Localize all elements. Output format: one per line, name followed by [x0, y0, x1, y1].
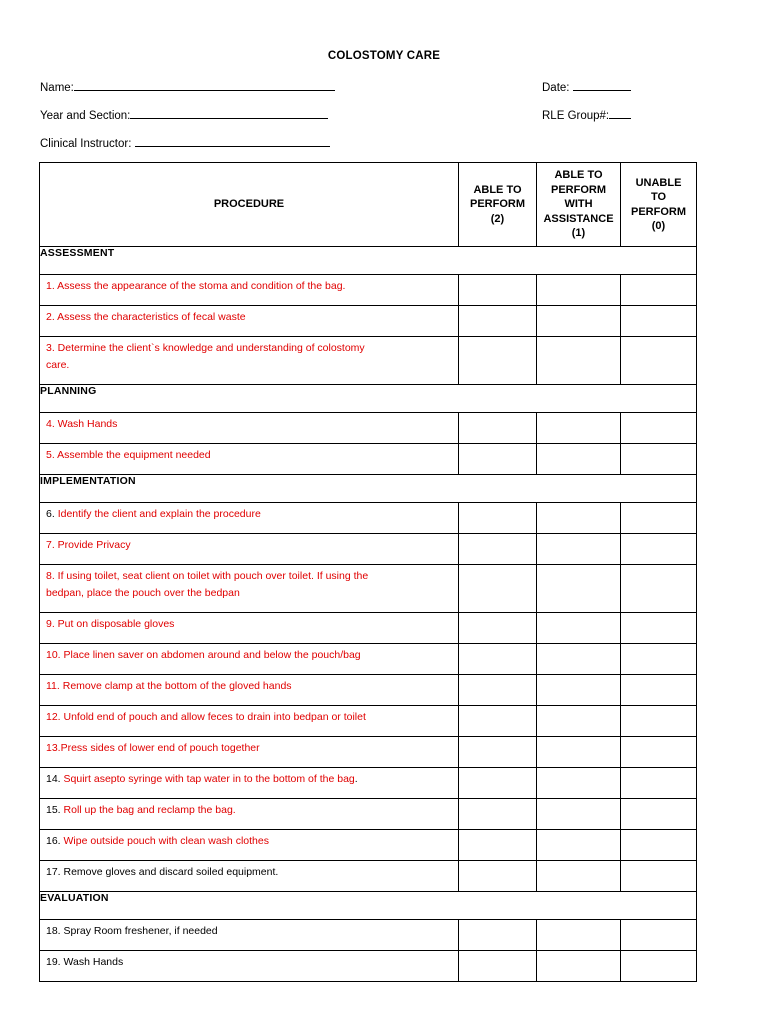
- table-row: [40, 861, 697, 892]
- score-cell-assist[interactable]: [537, 306, 621, 337]
- score-cell-able[interactable]: [459, 737, 537, 768]
- procedure-header: PROCEDURE: [40, 163, 459, 247]
- table-row: [40, 306, 697, 337]
- score-cell-unable[interactable]: [621, 503, 697, 534]
- rle-group-field: [542, 107, 631, 122]
- score-cell-assist[interactable]: [537, 413, 621, 444]
- procedure-cell: [40, 503, 459, 534]
- score-cell-assist[interactable]: [537, 534, 621, 565]
- table-row: [40, 799, 697, 830]
- procedure-number: 15.: [46, 804, 64, 816]
- score-cell-assist[interactable]: [537, 613, 621, 644]
- table-row: [40, 644, 697, 675]
- table-row: [40, 768, 697, 799]
- table-row: [40, 675, 697, 706]
- year-section-field: [40, 107, 328, 122]
- procedure-cell: 1. Assess the appearance of the stoma and condition of the bag.: [40, 275, 459, 306]
- date-field: [542, 79, 631, 94]
- procedure-line: 3. Determine the client`s knowledge and understanding of colostomy: [46, 342, 365, 354]
- name-field: [40, 79, 335, 94]
- score-cell-able[interactable]: [459, 337, 537, 385]
- score-cell-able[interactable]: [459, 644, 537, 675]
- score-cell-assist[interactable]: [537, 799, 621, 830]
- procedure-line: bedpan, place the pouch over the bedpan: [46, 587, 240, 599]
- score-cell-assist[interactable]: [537, 444, 621, 475]
- date-blank[interactable]: [573, 79, 631, 91]
- procedure-cell: [40, 565, 459, 613]
- date-label: Date:: [542, 82, 570, 94]
- unable-header-line: (0): [651, 220, 666, 232]
- procedure-period: .: [354, 773, 358, 785]
- score-cell-assist[interactable]: [537, 768, 621, 799]
- section-label: ASSESSMENT: [40, 247, 115, 259]
- clinical-instructor-label: Clinical Instructor:: [40, 138, 132, 150]
- score-cell-assist[interactable]: [537, 644, 621, 675]
- score-cell-able[interactable]: [459, 799, 537, 830]
- score-cell-able[interactable]: [459, 830, 537, 861]
- score-cell-unable[interactable]: [621, 920, 697, 951]
- procedure-text: Wipe outside pouch with clean wash clothes: [63, 835, 269, 847]
- score-cell-unable[interactable]: [621, 951, 697, 982]
- rle-group-label: RLE Group#:: [542, 110, 610, 122]
- section-row-implementation: [40, 475, 697, 503]
- rle-group-blank[interactable]: [609, 107, 631, 119]
- able-to-perform-header: [459, 163, 537, 247]
- score-cell-assist[interactable]: [537, 503, 621, 534]
- procedure-cell: [40, 830, 459, 861]
- table-row: [40, 920, 697, 951]
- procedure-text: Roll up the bag and reclamp the bag.: [63, 804, 236, 816]
- score-cell-assist[interactable]: [537, 920, 621, 951]
- table-row: [40, 565, 697, 613]
- year-section-label: Year and Section:: [40, 110, 131, 122]
- unable-to-perform-header: [621, 163, 697, 247]
- score-cell-able[interactable]: [459, 768, 537, 799]
- procedure-cell: 4. Wash Hands: [40, 413, 459, 444]
- document-title: COLOSTOMY CARE: [327, 50, 441, 62]
- score-cell-able[interactable]: [459, 565, 537, 613]
- table-row: [40, 503, 697, 534]
- score-cell-unable[interactable]: [621, 830, 697, 861]
- procedure-cell: 2. Assess the characteristics of fecal waste: [40, 306, 459, 337]
- score-cell-unable[interactable]: [621, 706, 697, 737]
- score-cell-able[interactable]: [459, 861, 537, 892]
- score-cell-unable[interactable]: [621, 768, 697, 799]
- score-cell-unable[interactable]: [621, 565, 697, 613]
- procedure-cell: 7. Provide Privacy: [40, 534, 459, 565]
- procedure-text: Squirt asepto syringe with tap water in to the bottom of the bag: [63, 773, 355, 785]
- procedure-cell: 10. Place linen saver on abdomen around and below the pouch/bag: [40, 644, 459, 675]
- score-cell-unable[interactable]: [621, 413, 697, 444]
- able-header-line: PERFORM: [470, 198, 525, 211]
- table-row: [40, 337, 697, 385]
- able-header-line: (2): [490, 212, 505, 225]
- section-row-planning: [40, 385, 697, 413]
- unable-header-line: UNABLE: [635, 176, 682, 189]
- procedure-text: Identify the client and explain the procedure: [57, 508, 261, 520]
- score-cell-unable[interactable]: [621, 444, 697, 475]
- score-cell-unable[interactable]: [621, 337, 697, 385]
- score-cell-able[interactable]: [459, 413, 537, 444]
- score-cell-able[interactable]: [459, 613, 537, 644]
- table-row: [40, 951, 697, 982]
- section-label: EVALUATION: [40, 892, 109, 904]
- assist-header-line: PERFORM: [551, 183, 606, 196]
- assist-header-line: ASSISTANCE: [543, 212, 614, 225]
- score-cell-assist[interactable]: [537, 830, 621, 861]
- assist-header-line: (1): [571, 227, 586, 240]
- procedure-cell: 9. Put on disposable gloves: [40, 613, 459, 644]
- score-cell-assist[interactable]: [537, 951, 621, 982]
- score-cell-assist[interactable]: [537, 565, 621, 613]
- score-cell-able[interactable]: [459, 444, 537, 475]
- year-section-blank[interactable]: [130, 107, 328, 119]
- procedure-line: 8. If using toilet, seat client on toilet with pouch over toilet. If using the: [46, 570, 369, 582]
- score-cell-unable[interactable]: [621, 737, 697, 768]
- score-cell-unable[interactable]: [621, 275, 697, 306]
- score-cell-able[interactable]: [459, 675, 537, 706]
- score-cell-able[interactable]: [459, 503, 537, 534]
- score-cell-unable[interactable]: [621, 675, 697, 706]
- procedure-cell: 12. Unfold end of pouch and allow feces to drain into bedpan or toilet: [40, 706, 459, 737]
- clinical-instructor-blank[interactable]: [135, 135, 330, 147]
- table-row: [40, 706, 697, 737]
- score-cell-able[interactable]: [459, 920, 537, 951]
- procedure-cell: [40, 337, 459, 385]
- score-cell-unable[interactable]: [621, 306, 697, 337]
- score-cell-able[interactable]: [459, 706, 537, 737]
- score-cell-able[interactable]: [459, 275, 537, 306]
- score-cell-unable[interactable]: [621, 861, 697, 892]
- procedure-line: care.: [46, 359, 70, 371]
- score-cell-able[interactable]: [459, 306, 537, 337]
- procedure-number: 14.: [46, 773, 64, 785]
- procedure-cell: [40, 799, 459, 830]
- table-row: [40, 413, 697, 444]
- procedure-cell: 11. Remove clamp at the bottom of the gloved hands: [40, 675, 459, 706]
- score-cell-unable[interactable]: [621, 799, 697, 830]
- checklist-table: [39, 162, 697, 982]
- clinical-instructor-field: [40, 135, 330, 150]
- procedure-cell: 18. Spray Room freshener, if needed: [40, 920, 459, 951]
- able-header-line: ABLE TO: [473, 183, 522, 196]
- name-blank[interactable]: [74, 79, 335, 91]
- score-cell-assist[interactable]: [537, 275, 621, 306]
- score-cell-assist[interactable]: [537, 337, 621, 385]
- score-cell-assist[interactable]: [537, 675, 621, 706]
- section-row-evaluation: [40, 892, 697, 920]
- table-row: [40, 737, 697, 768]
- procedure-cell: [40, 768, 459, 799]
- score-cell-assist[interactable]: [537, 737, 621, 768]
- procedure-number: 16.: [46, 835, 64, 847]
- score-cell-unable[interactable]: [621, 534, 697, 565]
- name-label: Name:: [40, 82, 74, 94]
- procedure-cell: 5. Assemble the equipment needed: [40, 444, 459, 475]
- unable-header-line: PERFORM: [631, 205, 686, 218]
- unable-header-line: TO: [650, 191, 667, 203]
- header-row: [40, 163, 697, 247]
- with-assistance-header: [537, 163, 621, 247]
- score-cell-unable[interactable]: [621, 613, 697, 644]
- assist-header-line: ABLE TO: [554, 169, 603, 182]
- score-cell-able[interactable]: [459, 534, 537, 565]
- score-cell-able[interactable]: [459, 951, 537, 982]
- table-row: [40, 534, 697, 565]
- table-row: [40, 613, 697, 644]
- table-row: [40, 830, 697, 861]
- score-cell-unable[interactable]: [621, 644, 697, 675]
- score-cell-assist[interactable]: [537, 861, 621, 892]
- section-label: IMPLEMENTATION: [40, 475, 136, 487]
- table-row: [40, 444, 697, 475]
- section-label: PLANNING: [40, 385, 97, 397]
- score-cell-assist[interactable]: [537, 706, 621, 737]
- procedure-cell: 13.Press sides of lower end of pouch together: [40, 737, 459, 768]
- procedure-number: 6.: [46, 508, 58, 520]
- procedure-cell: 17. Remove gloves and discard soiled equipment.: [40, 861, 459, 892]
- assist-header-line: WITH: [564, 198, 593, 211]
- table-row: [40, 275, 697, 306]
- section-row-assessment: [40, 247, 697, 275]
- procedure-cell: 19. Wash Hands: [40, 951, 459, 982]
